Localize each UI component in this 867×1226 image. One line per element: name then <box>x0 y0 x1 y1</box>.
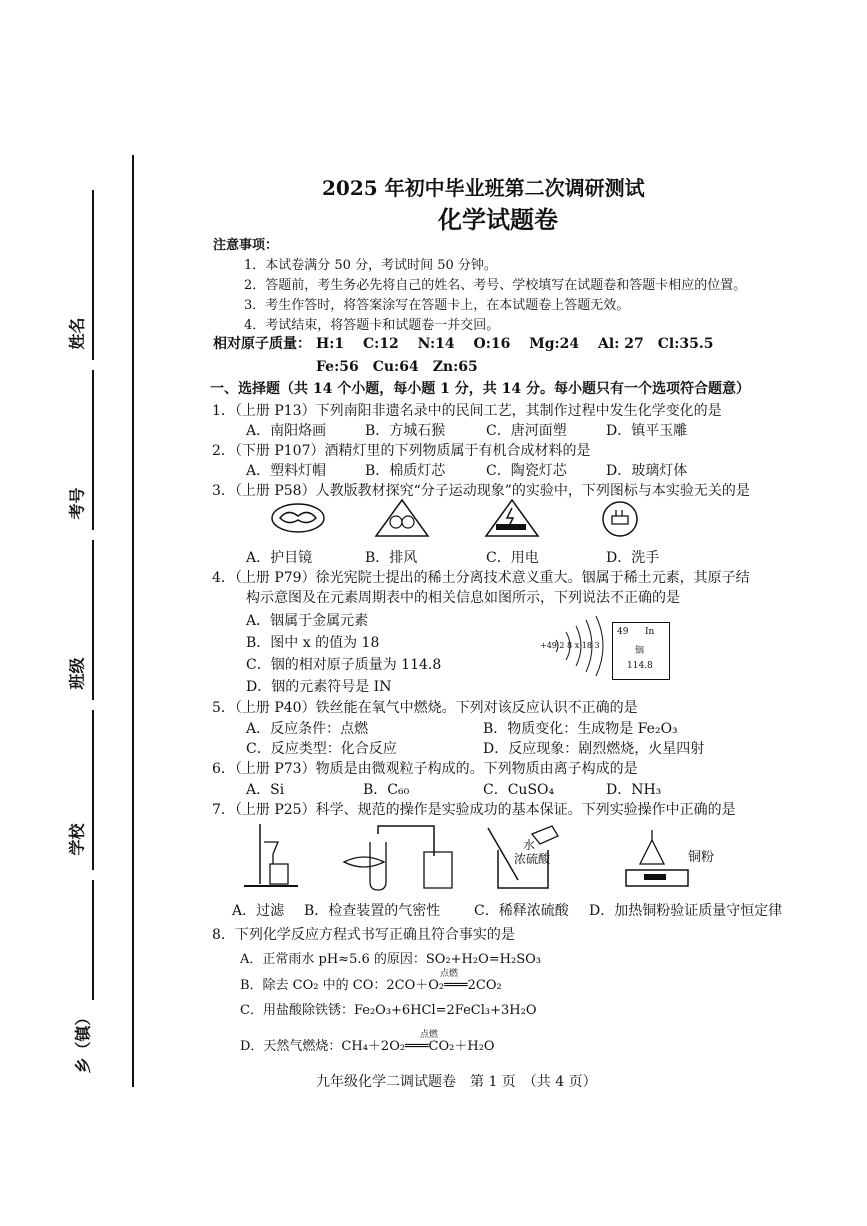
page-footer: 九年级化学二调试题卷 第 1 页 （共 4 页） <box>316 1074 597 1090</box>
q4-option-c: C．铟的相对原子质量为 114.8 <box>246 657 442 673</box>
q3-stem: 3．（上册 P58）人教版教材探究“分子运动现象”的实验中，下列图标与本实验无关的是 <box>212 483 750 499</box>
school-label: 学校 <box>67 823 87 856</box>
electricity-icon <box>484 498 540 538</box>
q6-option-d: D．NH₃ <box>606 782 662 798</box>
q4-option-d: D．铟的元素符号是 IN <box>246 679 392 695</box>
q4-option-b: B．图中 x 的值为 18 <box>246 635 380 651</box>
q5-option-a: A．反应条件：点燃 <box>246 721 369 737</box>
q8-stem: 8．下列化学反应方程式书写正确且符合事实的是 <box>212 927 515 943</box>
q7-option-c: C．稀释浓硫酸 <box>474 903 569 919</box>
ventilation-icon <box>374 498 430 538</box>
q6-stem: 6．（上册 P73）物质是由微观粒子构成的。下列物质由离子构成的是 <box>212 761 638 777</box>
q1-option-c: C．唐河面塑 <box>486 423 567 439</box>
notice-item-1: 1．本试卷满分 50 分，考试时间 50 分钟。 <box>244 258 497 273</box>
notice-item-2: 2．答题前，考生务必先将自己的姓名、考号、学校填写在试题卷和答题卡相应的位置。 <box>244 278 747 293</box>
filtration-apparatus <box>240 820 300 890</box>
hand-wash-icon <box>600 500 640 538</box>
notice-item-4: 4．考试结束，将答题卡和试题卷一并交回。 <box>244 318 500 333</box>
q6-option-c: C．CuSO₄ <box>483 782 555 798</box>
copper-label: 铜粉 <box>688 850 715 865</box>
q3-option-b: B．排风 <box>365 550 418 566</box>
q5-option-b: B．物质变化：生成物是 Fe₂O₃ <box>483 721 678 737</box>
section-heading: 一、选择题（共 14 个小题，每小题 1 分，共 14 分。每小题只有一个选项符合题意） <box>210 381 750 397</box>
class-blank <box>92 540 94 700</box>
exam-no-label: 考号 <box>67 487 87 520</box>
q1-option-a: A．南阳烙画 <box>246 423 327 439</box>
notice-heading: 注意事项： <box>213 238 279 253</box>
q8-option-a: A．正常雨水 pH≈5.6 的原因：SO₂+H₂O=H₂SO₃ <box>240 952 541 967</box>
q2-option-c: C．陶瓷灯芯 <box>486 463 567 479</box>
periodic-cell <box>612 622 670 680</box>
q2-option-d: D．玻璃灯体 <box>606 463 688 479</box>
q1-stem: 1．（上册 P13）下列南阳非遗名录中的民间工艺，其制作过程中发生化学变化的是 <box>212 403 722 419</box>
class-label: 班级 <box>67 657 87 690</box>
exam-no-blank <box>92 370 94 530</box>
q2-stem: 2．（下册 P107）酒精灯里的下列物质属于有机合成材料的是 <box>212 443 591 459</box>
q1-option-d: D．镇平玉雕 <box>606 423 688 439</box>
q6-option-b: B．C₆₀ <box>363 782 410 798</box>
q8-option-d: D．天然气燃烧：CH₄＋2O₂═══CO₂＋H₂O <box>240 1039 495 1054</box>
goggles-icon <box>270 500 330 538</box>
acid-label: 浓硫酸 <box>514 852 551 866</box>
q7-option-a: A．过滤 <box>232 903 285 919</box>
q3-option-a: A．护目镜 <box>246 550 313 566</box>
atomic-label: 相对原子质量： <box>213 336 311 352</box>
q7-option-d: D．加热铜粉验证质量守恒定律 <box>589 903 783 919</box>
atomic-line-2: Fe:56 Cu:64 Zn:65 <box>316 359 478 375</box>
q5-option-c: C．反应类型：化合反应 <box>246 741 397 757</box>
q8-option-b: B．除去 CO₂ 中的 CO：2CO＋O₂═══2CO₂ <box>240 978 502 993</box>
q8-option-c: C．用盐酸除铁锈：Fe₂O₃+6HCl=2FeCl₃+3H₂O <box>240 1003 537 1018</box>
atomic-line-1: H:1 C:12 N:14 O:16 Mg:24 Al: 27 Cl:35.5 <box>316 336 714 352</box>
q7-stem: 7．（上册 P25）科学、规范的操作是实验成功的基本保证。下列实验操作中正确的是 <box>212 802 736 818</box>
water-label: 水 <box>523 838 536 852</box>
name-blank <box>92 190 94 360</box>
exam-subtitle: 化学试题卷 <box>438 205 558 234</box>
q5-option-d: D．反应现象：剧烈燃烧，火星四射 <box>483 741 705 757</box>
q4-option-a: A．铟属于金属元素 <box>246 613 369 629</box>
copper-heating-apparatus <box>622 826 692 890</box>
q7-option-b: B．检查装置的气密性 <box>304 903 441 919</box>
cell-mass: 114.8 <box>627 661 653 671</box>
q6-option-a: A．Si <box>246 782 285 798</box>
q4-stem-2: 构示意图及在元素周期表中的相关信息如图所示，下列说法不正确的是 <box>246 590 680 606</box>
airtightness-apparatus <box>340 822 465 892</box>
binding-line <box>132 155 134 1087</box>
atom-structure-label: +49 2 8 x 18 3 <box>540 641 600 650</box>
q2-option-b: B．棉质灯芯 <box>365 463 446 479</box>
q8-b-condition: 点燃 <box>440 969 459 979</box>
town-blank <box>92 880 94 1000</box>
name-label: 姓名 <box>67 317 87 350</box>
q3-option-c: C．用电 <box>486 550 539 566</box>
q1-option-b: B．方城石猴 <box>365 423 446 439</box>
exam-title: 2025 年初中毕业班第二次调研测试 <box>322 176 645 200</box>
cell-atomic-number: 49 <box>617 627 629 637</box>
town-label: 乡（镇） <box>73 1009 93 1074</box>
notice-item-3: 3．考生作答时，将答案涂写在答题卡上，在本试题卷上答题无效。 <box>244 298 630 313</box>
q3-option-d: D．洗手 <box>606 550 660 566</box>
q8-d-condition: 点燃 <box>420 1030 439 1040</box>
q4-stem-1: 4．（上册 P79）徐光宪院士提出的稀土分离技术意义重大。铟属于稀土元素，其原子结 <box>212 570 750 586</box>
q5-stem: 5．（上册 P40）铁丝能在氧气中燃烧。下列对该反应认识不正确的是 <box>212 700 638 716</box>
cell-symbol: In <box>645 627 655 637</box>
q2-option-a: A．塑料灯帽 <box>246 463 327 479</box>
cell-name: 铟 <box>635 646 645 656</box>
school-blank <box>92 710 94 870</box>
